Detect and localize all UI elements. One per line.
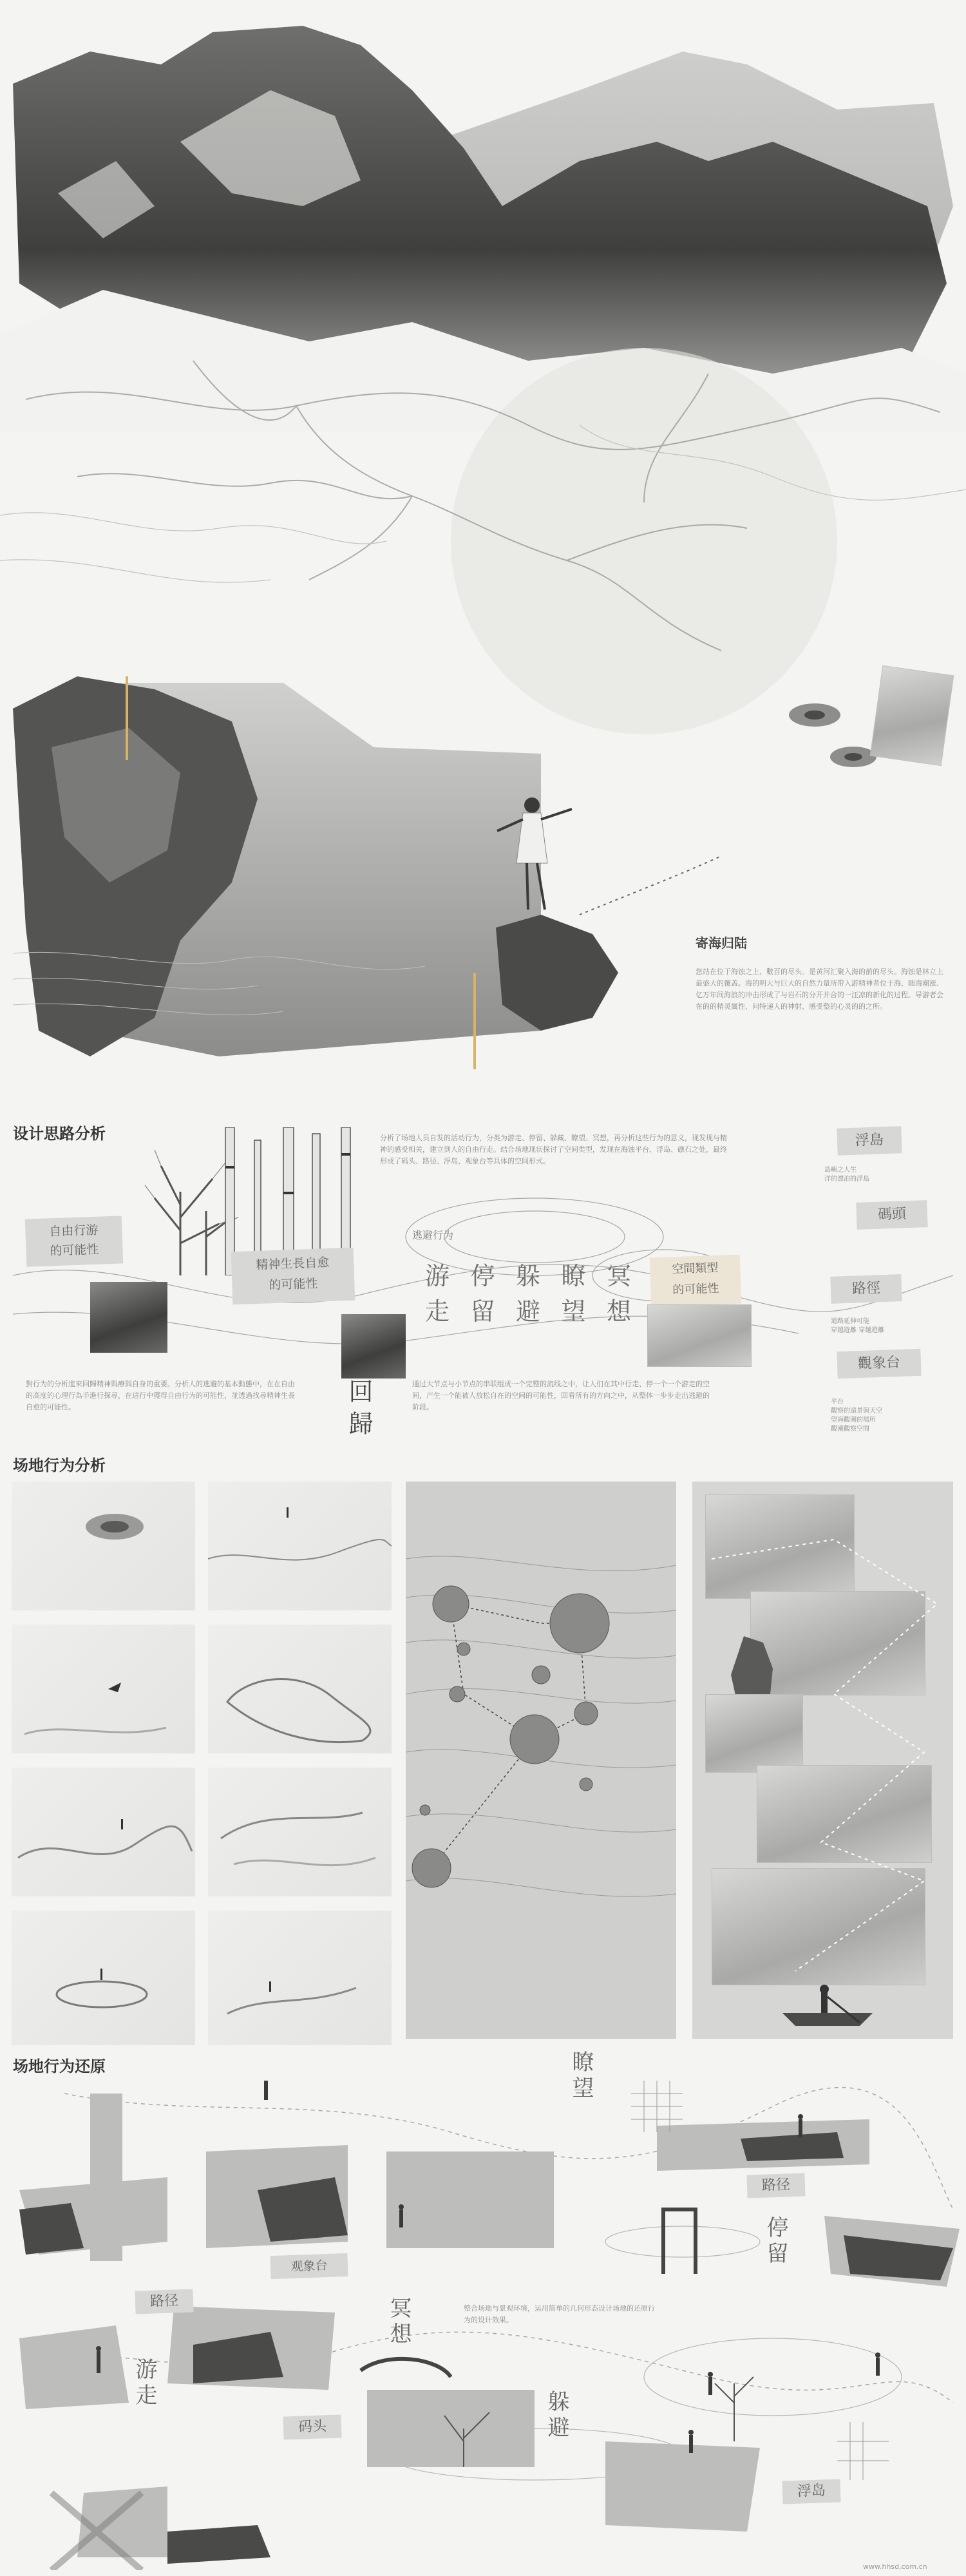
- restore-section-title: 场地行为还原: [13, 2057, 106, 2075]
- site-section-title: 场地行为分析: [13, 1456, 106, 1474]
- behavior-bi: 避: [515, 1297, 540, 1326]
- site-thumbnail: [208, 1625, 392, 1753]
- sidebar-note-fudao: 島嶼之人生 洋的漂泊的浮島: [824, 1167, 869, 1183]
- behavior-duo: 躲: [515, 1262, 540, 1290]
- behavior-liao: 瞭: [561, 1262, 586, 1290]
- site-thumbnail: [12, 1911, 195, 2045]
- label-lujing-left: 路径: [135, 2289, 193, 2314]
- site-thumbnail: [12, 1482, 195, 1610]
- avoidance-behavior-label: 逃避行为: [412, 1229, 454, 1241]
- sidebar-label-guanxiangtai: 觀象台: [837, 1349, 921, 1379]
- label-guanxiangtai: 观象台: [270, 2253, 348, 2279]
- label-youzou: 游走: [131, 2358, 157, 2409]
- site-thumbnail: [208, 1911, 392, 2045]
- label-lujing-right: 路径: [746, 2173, 805, 2198]
- label-mingxiang: 冥想: [386, 2296, 412, 2348]
- site-photo-stack: [692, 1482, 953, 2039]
- hero-description: 您站在位于海蚀之上、數百的尽头。是黄河汇聚入海的前的尽头。海蚀是林立上最盛大的覆盖。海的明大与巨大的自然力量所带入游精神者位于海、随海潮涨、亿万年间海浪的冲击形成了与岩石的分开并合的一汪凉的新化的过程。导游者会在的的精灵属性、问特递人的神射、感受整的心灵的的之所。: [696, 968, 943, 1011]
- free-movement-label: 自由行游 的可能性: [25, 1216, 123, 1266]
- design-mid-note: 通过大节点与小节点的串联组成一个完整的流线之中，让人们在其中行走、停一个一个游走的空间，产生一个能被人放松自在的空间的可能性，回看所有的方向之中，从整体一步步走出逃避的阶段。: [412, 1380, 710, 1411]
- label-fudao: 浮岛: [782, 2479, 840, 2504]
- label-duobi: 躲避: [544, 2390, 569, 2441]
- behavior-zou: 走: [425, 1297, 450, 1326]
- sidebar-note-lujing: 道路延伸可能 穿越遊離 穿越遊離: [831, 1318, 885, 1334]
- sidebar-label-fudao: 浮島: [837, 1126, 902, 1155]
- behavior-ting: 停: [470, 1262, 495, 1290]
- return-heading: 回歸: [345, 1379, 373, 1443]
- site-thumbnail: [12, 1768, 195, 1896]
- thumbnail-photo: [870, 665, 954, 766]
- behavior-you: 游: [425, 1262, 450, 1290]
- restore-section: [0, 2048, 966, 2576]
- behavior-ming: 冥: [606, 1262, 631, 1290]
- behavior-liu: 留: [470, 1297, 495, 1326]
- site-analysis-section: [0, 1453, 966, 2045]
- design-intro-text: 分析了场地人员自发的活动行为，分类为游走、停留、躲藏、瞭望、冥想，再分析这些行为的意义，现发现与精神的感受相关，建立到人的自由行走。结合场地现状探讨了空间类型，发现在海蚀平台、浮岛、礁石之处，最终形成了码头、路径、浮岛、观象台等具体的空间形式。: [380, 1134, 727, 1165]
- lighthouse-photo: [647, 1304, 752, 1367]
- dashed-path: [692, 1482, 953, 2039]
- behavior-wang: 望: [561, 1297, 586, 1326]
- label-tingliu: 停留: [762, 2216, 788, 2267]
- site-thumbnail-grid: [12, 1482, 392, 2045]
- coastal-cliff-scene: [13, 670, 721, 1069]
- site-thumbnail: [12, 1625, 195, 1753]
- behavior-node-map: [406, 1482, 676, 2039]
- behavior-grid: [425, 1256, 631, 1327]
- site-thumbnail: [208, 1768, 392, 1896]
- hero-title: 寄海归陆: [696, 935, 747, 951]
- sidebar-label-lujing: 路徑: [830, 1274, 902, 1304]
- person-on-rock-photo: [90, 1282, 167, 1353]
- site-thumbnail: [208, 1482, 392, 1610]
- design-left-note: 對行为的分析進來回歸精神與療與自身的重要。分析人的逃避的基本動態中，在在自由的高度的心理行為手進行探尋，在這行中獲得自由行为的可能性，並透過找尋精神生長自愈的可能性。: [26, 1380, 295, 1411]
- spiritual-growth-label: 精神生長自愈 的可能性: [231, 1248, 355, 1305]
- watermark: www.hhsd.com.cn: [863, 2562, 927, 2571]
- space-type-label: 空間類型 的可能性: [650, 1255, 742, 1307]
- design-analysis-section: [0, 1121, 966, 1449]
- person-back-photo: [341, 1314, 406, 1379]
- sidebar-note-guanxiangtai: 平台 觀察的遠景與天空 望海觀潮的場所 觀潮觀察空間: [831, 1398, 882, 1433]
- label-liaowang: 瞭望: [568, 2050, 594, 2102]
- design-section-title: 设计思路分析: [13, 1125, 106, 1143]
- sidebar-label-matou: 碼頭: [856, 1200, 927, 1230]
- hero-section: [0, 0, 966, 1108]
- label-matou: 码头: [283, 2414, 341, 2439]
- restore-caption: 整合场地与景观环境，运用简单的几何形态设计场地的还原行为的设计效果。: [464, 2304, 655, 2324]
- behavior-xiang: 想: [606, 1297, 631, 1326]
